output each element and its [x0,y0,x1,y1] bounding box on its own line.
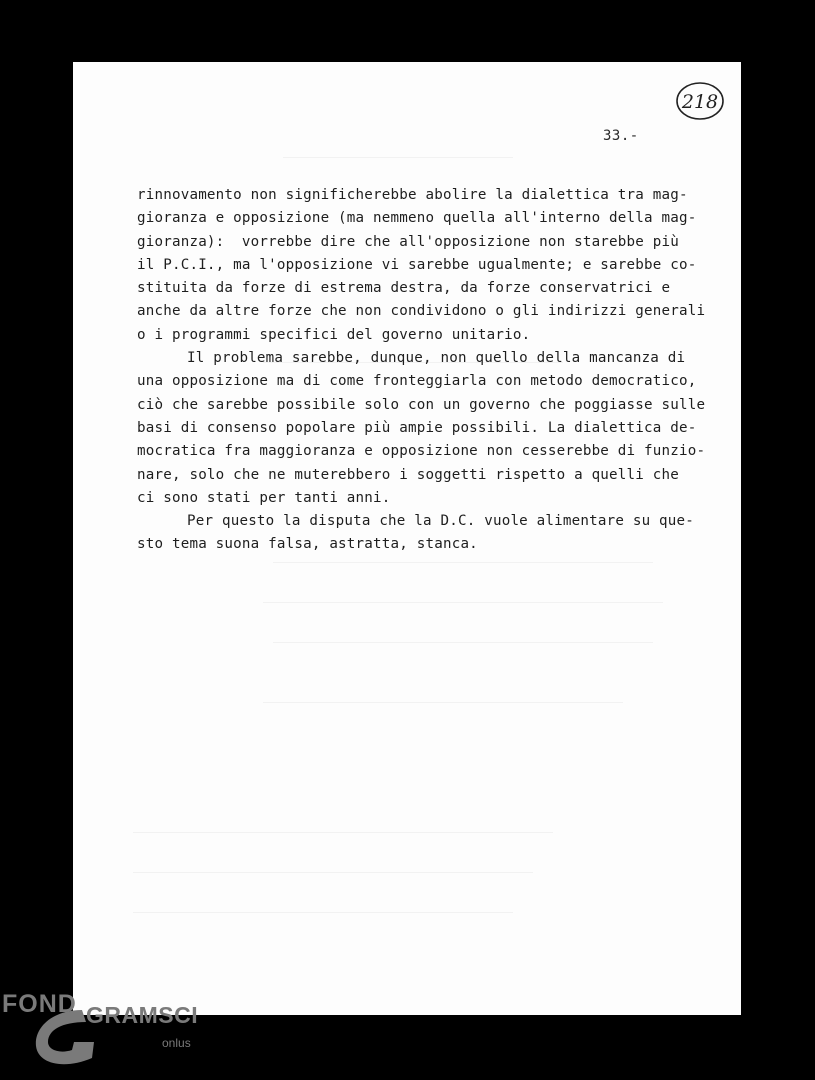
watermark-gramsci-text: GRAMSCI [86,1002,199,1028]
bleed-through-line [133,832,553,833]
fondazione-gramsci-watermark [0,988,210,1080]
bleed-through-line [263,602,663,603]
watermark-fond-text: FOND [2,990,77,1018]
text-line: ciò che sarebbe possibile solo con un governo che poggiasse sulle [137,396,706,413]
text-line: ci sono stati per tanti anni. [137,489,391,506]
text-line: gioranza e opposizione (ma nemmeno quella all'interno della mag- [137,210,697,227]
bleed-through-line [263,702,623,703]
stamp-circle-icon [675,80,725,122]
text-line: gioranza): vorrebbe dire che all'opposizione non starebbe più [137,233,679,250]
typewritten-body [137,184,706,557]
text-line: anche da altre forze che non condividono o gli indirizzi generali [137,303,706,320]
bleed-through-line [133,872,533,873]
archive-stamp-number: 218 [681,91,719,113]
document-page [73,62,741,1015]
text-line: o i programmi specifici del governo unitario. [137,326,531,343]
text-line: stituita da forze di estrema destra, da forze conservatrici e [137,280,671,297]
bleed-through-line [273,642,653,643]
archive-stamp [675,80,725,122]
bleed-through-line [133,912,513,913]
text-line: nare, solo che ne muterebbero i soggetti rispetto a quelli che [137,466,679,483]
bleed-through-line [273,562,653,563]
watermark-onlus-text: onlus [162,1036,191,1050]
text-line: rinnovamento non significherebbe abolire la dialettica tra mag- [137,187,688,203]
text-line: una opposizione ma di come fronteggiarla con metodo democratico, [137,373,697,390]
text-line: Il problema sarebbe, dunque, non quello della mancanza di [187,350,686,367]
text-line: mocratica fra maggioranza e opposizione non cesserebbe di funzio- [137,443,706,460]
text-line: basi di consenso popolare più ampie possibili. La dialettica de- [137,419,697,436]
text-line: sto tema suona falsa, astratta, stanca. [137,536,478,553]
page-number: 33.- [603,128,639,144]
text-line: il P.C.I., ma l'opposizione vi sarebbe ugualmente; e sarebbe co- [137,256,697,273]
bleed-through-line [283,157,513,158]
text-line: Per questo la disputa che la D.C. vuole alimentare su que- [187,513,695,530]
